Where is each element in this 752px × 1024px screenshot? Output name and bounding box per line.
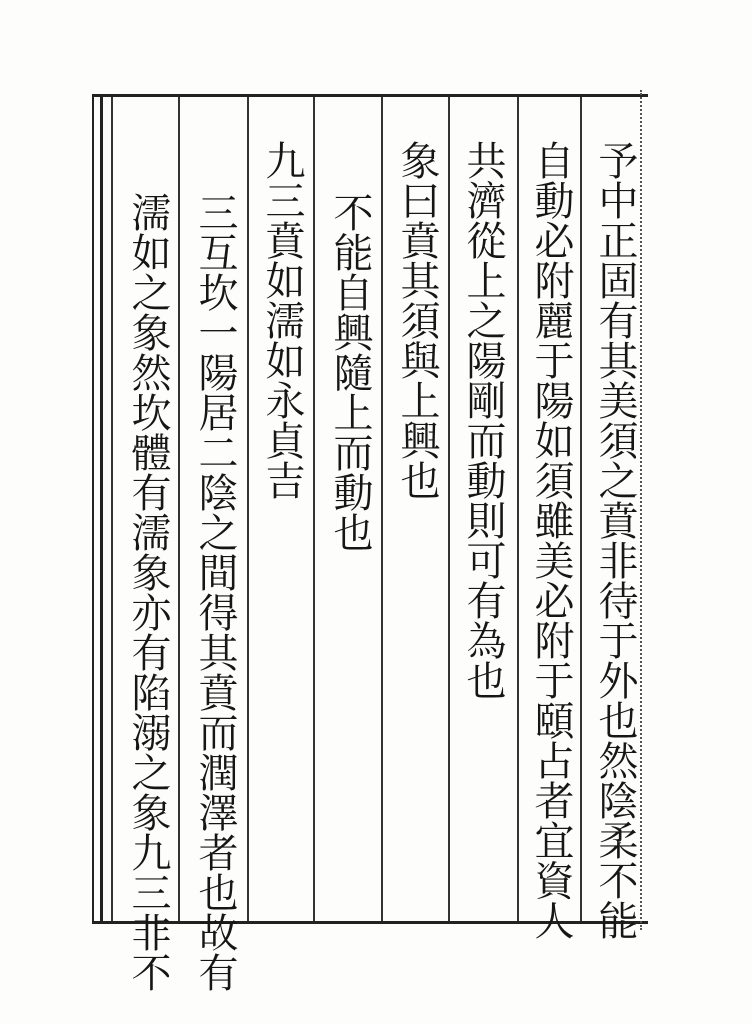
column-rule	[313, 97, 315, 921]
column-rule	[111, 97, 113, 921]
column-rule	[580, 97, 582, 921]
text-column-3: 共濟從上之陽剛而動則可有為也	[460, 140, 506, 700]
column-rule	[448, 97, 450, 921]
text-column-2: 自動必附麗于陽如須雖美必附于頤占者宜資人	[528, 140, 574, 940]
column-rule	[247, 97, 249, 921]
text-column-8: 濡如之象然坎體有濡象亦有陷溺之象九三非不	[125, 192, 171, 992]
column-rule	[178, 97, 180, 921]
text-column-5: 不能自興隨上而動也	[327, 192, 373, 552]
text-column-1: 予中正固有其美須之賁非待于外也然陰柔不能	[592, 140, 638, 940]
text-column-7: 三互坎一陽居二陰之間得其賁而潤澤者也故有	[192, 192, 238, 992]
page-border-inner-rule	[100, 96, 103, 922]
text-column-6: 九三賁如濡如永貞吉	[259, 140, 305, 500]
column-rule	[381, 97, 383, 921]
text-column-4: 象曰賁其須與上興也	[394, 140, 440, 500]
